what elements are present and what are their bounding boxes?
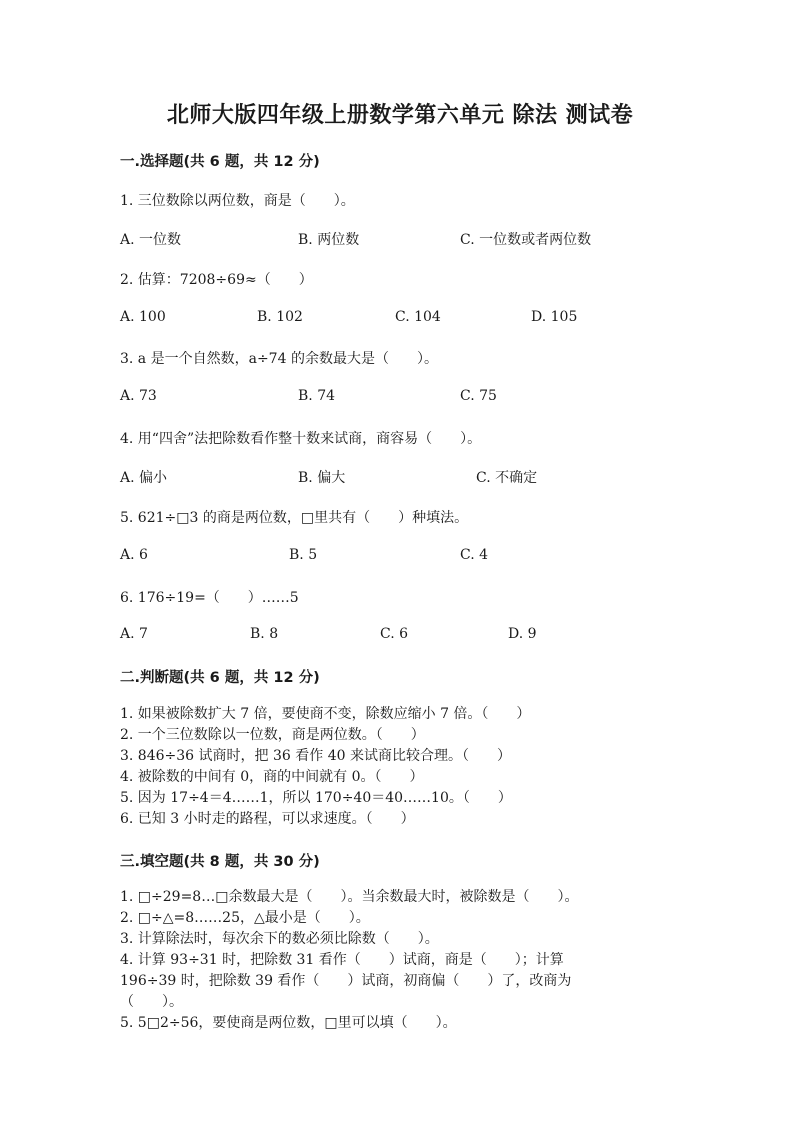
option-a: A. 73 (120, 388, 157, 404)
option-c: C. 不确定 (476, 470, 538, 486)
option-a: A. 一位数 (120, 232, 182, 248)
option-c: C. 一位数或者两位数 (460, 232, 592, 248)
judgement-item: 3. 846÷36 试商时，把 36 看作 40 来试商比较合理。（ ） (120, 748, 511, 764)
option-b: B. 两位数 (298, 232, 360, 248)
option-b: B. 偏大 (298, 470, 346, 486)
option-d: D. 105 (531, 309, 578, 325)
fill-blank-item: 4. 计算 93÷31 时，把除数 31 看作（ ）试商，商是（ ）；计算 (120, 952, 564, 968)
judgement-item: 6. 已知 3 小时走的路程，可以求速度。（ ） (120, 811, 415, 827)
option-c: C. 6 (380, 626, 409, 642)
fill-blank-item: 2. □÷△=8……25，△最小是（ ）。 (120, 910, 370, 926)
option-b: B. 74 (298, 388, 336, 404)
fill-blank-item: 5. 5□2÷56，要使商是两位数，□里可以填（ ）。 (120, 1015, 457, 1031)
question-3: 3. a 是一个自然数，a÷74 的余数最大是（ ）。 (120, 351, 438, 367)
question-2: 2. 估算：7208÷69≈（ ） (120, 272, 313, 288)
question-6: 6. 176÷19=（ ）……5 (120, 590, 299, 606)
section-heading-fill-blank: 三.填空题(共 8 题，共 30 分) (120, 854, 320, 870)
judgement-item: 1. 如果被除数扩大 7 倍，要使商不变，除数应缩小 7 倍。（ ） (120, 706, 531, 722)
option-b: B. 102 (257, 309, 303, 325)
option-c: C. 75 (460, 388, 497, 404)
option-a: A. 6 (120, 547, 148, 563)
judgement-list (120, 704, 680, 830)
judgement-item: 2. 一个三位数除以一位数，商是两位数。（ ） (120, 727, 425, 743)
option-a: A. 100 (120, 309, 166, 325)
section-heading-judgement: 二.判断题(共 6 题，共 12 分) (120, 670, 320, 686)
section-heading-choice: 一.选择题(共 6 题，共 12 分) (120, 154, 320, 170)
option-a: A. 7 (120, 626, 148, 642)
fill-blank-list (120, 887, 680, 1034)
question-1: 1. 三位数除以两位数，商是（ ）。 (120, 193, 355, 209)
fill-blank-item-continued: 196÷39 时，把除数 39 看作（ ）试商，初商偏（ ）了，改商为 (120, 973, 572, 989)
option-b: B. 5 (289, 547, 318, 563)
option-a: A. 偏小 (120, 470, 168, 486)
question-5: 5. 621÷□3 的商是两位数，□里共有（ ）种填法。 (120, 510, 469, 526)
judgement-item: 5. 因为 17÷4＝4……1，所以 170÷40＝40……10。（ ） (120, 790, 512, 806)
option-c: C. 104 (395, 309, 441, 325)
fill-blank-item: 3. 计算除法时，每次余下的数必须比除数（ ）。 (120, 931, 439, 947)
fill-blank-item-continued: （ ）。 (120, 994, 183, 1010)
fill-blank-item: 1. □÷29=8…□余数最大是（ ）。当余数最大时，被除数是（ ）。 (120, 889, 579, 905)
judgement-item: 4. 被除数的中间有 0，商的中间就有 0。（ ） (120, 769, 424, 785)
option-d: D. 9 (508, 626, 537, 642)
question-4: 4. 用“四舍”法把除数看作整十数来试商，商容易（ ）。 (120, 431, 482, 447)
page-title: 北师大版四年级上册数学第六单元 除法 测试卷 (166, 103, 634, 128)
option-c: C. 4 (460, 547, 489, 563)
option-b: B. 8 (250, 626, 279, 642)
